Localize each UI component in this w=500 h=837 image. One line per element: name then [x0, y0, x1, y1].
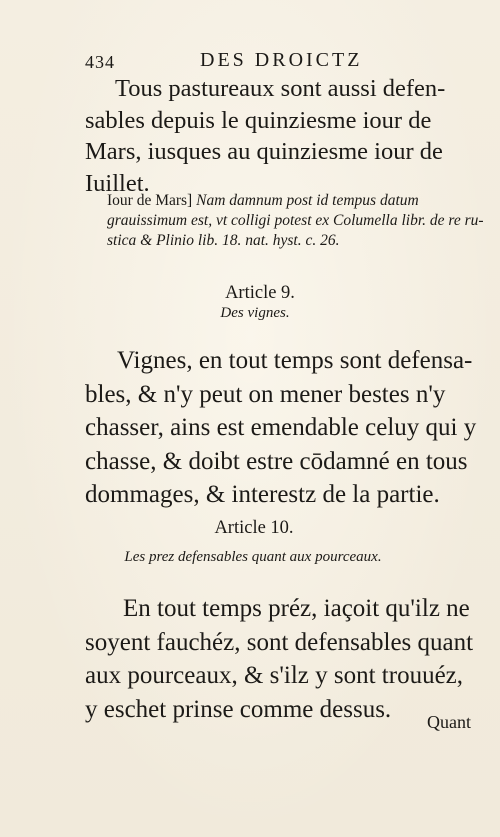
text-line: Iuillet. — [85, 169, 150, 197]
text-line: y eschet prinse comme dessus. — [85, 695, 392, 723]
note-reference: Iour de Mars] — [107, 192, 193, 209]
page-number: 434 — [85, 52, 115, 72]
note-line — [107, 191, 477, 211]
text-line: bles, & n'y peut on mener bestes n'y — [85, 380, 446, 408]
text-line: chasser, ains est emendable celuy qui y — [85, 414, 477, 441]
article-9-heading: Article 9. — [225, 283, 295, 303]
paragraph-pastureaux — [85, 73, 477, 199]
article-10-title: Les prez defensables quant aux pourceaux. — [124, 549, 382, 565]
article-10-text — [85, 592, 477, 726]
note-latin: Nam damnum post id tempus datum — [196, 192, 419, 209]
catchword: Quant — [427, 712, 471, 732]
running-head: DES DROICTZ — [200, 49, 363, 71]
article-9-text — [85, 344, 477, 512]
note-latin: stica & Plinio lib. 18. nat. hyst. c. 26. — [107, 232, 340, 249]
text-line: sables depuis le quinziesme iour de — [85, 106, 432, 134]
text-line: Mars, iusques au quinziesme iour de — [85, 138, 443, 165]
text-line: Tous pastureaux sont aussi defen- — [115, 75, 446, 102]
text-line: chasse, & doibt estre cōdamné en tous — [85, 447, 468, 475]
text-line: soyent fauchéz, sont defensables quant — [85, 628, 474, 656]
text-line: Vignes, en tout temps sont defensa- — [117, 347, 473, 374]
article-10-heading: Article 10. — [214, 518, 294, 538]
gloss-note — [107, 191, 484, 251]
text-line: dommages, & interestz de la partie. — [85, 481, 440, 508]
article-9-title: Des vignes. — [220, 305, 290, 321]
text-line: En tout temps préz, iaçoit qu'ilz ne — [123, 595, 470, 622]
text-line: aux pourceaux, & s'ilz y sont trouuéz, — [85, 662, 464, 689]
note-latin: grauissimum est, vt colligi potest ex Columella libr. de re ru- — [107, 212, 484, 229]
